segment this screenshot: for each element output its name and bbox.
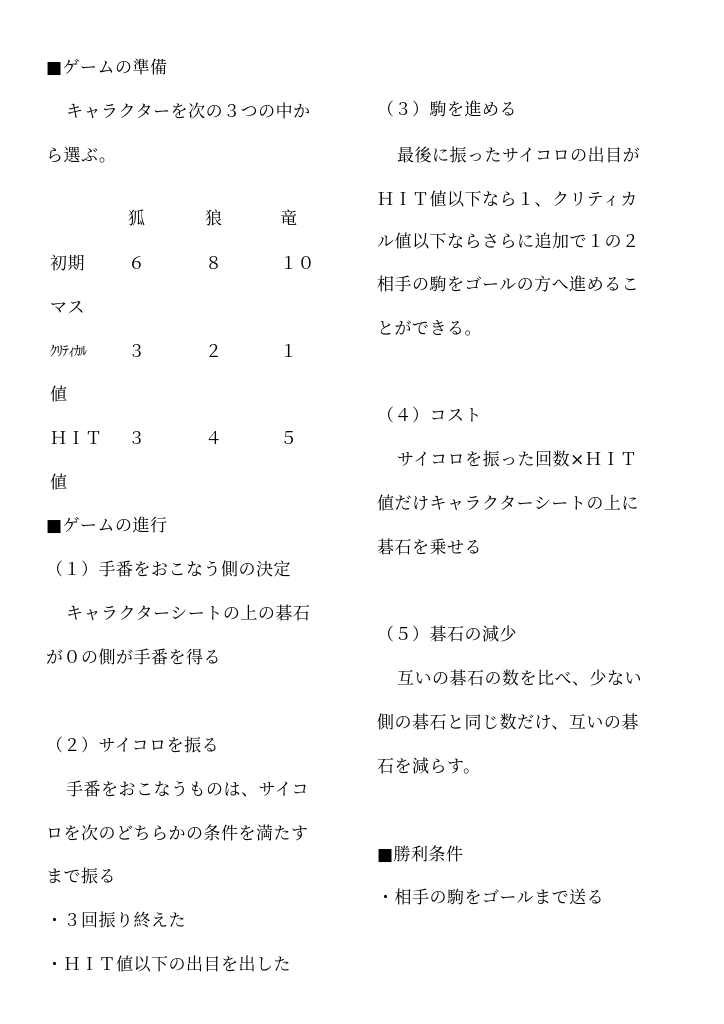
section-3-heading: （３）駒を進める <box>377 100 517 120</box>
cell-initial-dragon: １０ <box>280 254 315 274</box>
section-1-body-line-2: が０の側が手番を得る <box>46 648 221 668</box>
section-2-heading: （２）サイコロを振る <box>46 736 220 756</box>
section-1-heading: （１）手番をおこなう側の決定 <box>46 560 291 580</box>
section-3-body-line-4: 相手の駒をゴールの方へ進めるこ <box>377 275 640 295</box>
section-4-body-line-1: サイコロを振った回数×ＨＩＴ <box>397 450 638 470</box>
cell-critical-fox: ３ <box>128 342 146 362</box>
section-3-body-line-3: ル値以下ならさらに追加で１の２ <box>377 232 640 252</box>
prep-heading: ■ゲームの準備 <box>46 58 168 78</box>
section-5-body-line-1: 互いの碁石の数を比べ、少ない <box>397 669 642 689</box>
section-2-body-line-1: 手番をおこなうものは、サイコ <box>66 780 310 800</box>
cell-hit-fox: ３ <box>128 429 146 449</box>
row-label-hit-2: 値 <box>50 473 68 493</box>
cell-hit-dragon: ５ <box>280 429 298 449</box>
row-label-initial: 初期 <box>50 254 85 274</box>
section-3-body-line-5: とができる。 <box>377 319 482 339</box>
cell-initial-fox: ６ <box>128 254 146 274</box>
section-4-body-line-3: 碁石を乗せる <box>377 538 482 558</box>
row-label-critical-2: 値 <box>50 385 68 405</box>
col-header-fox: 狐 <box>128 209 146 229</box>
section-5-body-line-3: 石を減らす。 <box>377 757 481 777</box>
section-4-body-line-2: 値だけキャラクターシートの上に <box>377 494 639 514</box>
col-header-dragon: 竜 <box>280 209 298 229</box>
section-2-body-line-3: まで振る <box>46 867 116 887</box>
section-2-item-1: ・３回振り終えた <box>46 911 186 931</box>
prep-body-line-2: ら選ぶ。 <box>46 146 117 166</box>
section-4-heading: （４）コスト <box>377 406 482 426</box>
section-5-body-line-2: 側の碁石と同じ数だけ、互いの碁 <box>377 713 639 733</box>
cell-initial-wolf: ８ <box>205 254 223 274</box>
section-2-body-line-2: ロを次のどちらかの条件を満たす <box>46 824 309 844</box>
win-condition-heading: ■勝利条件 <box>377 845 464 865</box>
row-label-initial-2: マス <box>50 298 85 318</box>
cell-critical-dragon: １ <box>280 342 298 362</box>
col-header-wolf: 狼 <box>205 209 223 229</box>
row-label-critical: ｸﾘﾃｨｶﾙ <box>50 344 86 360</box>
progress-heading: ■ゲームの進行 <box>46 516 168 536</box>
section-3-body-line-2: ＨＩＴ値以下なら１、クリティカ <box>377 190 638 210</box>
section-1-body-line-1: キャラクターシートの上の碁石 <box>66 604 311 624</box>
prep-body-line-1: キャラクターを次の３つの中か <box>66 102 311 122</box>
cell-hit-wolf: ４ <box>205 429 223 449</box>
section-2-item-2: ・ＨＩＴ値以下の出目を出した <box>46 955 291 975</box>
section-3-body-line-1: 最後に振ったサイコロの出目が <box>397 146 641 166</box>
win-condition-item-1: ・相手の駒をゴールまで送る <box>377 888 605 908</box>
section-5-heading: （５）碁石の減少 <box>377 625 517 645</box>
cell-critical-wolf: ２ <box>205 342 223 362</box>
row-label-hit: ＨＩＴ <box>50 429 103 449</box>
